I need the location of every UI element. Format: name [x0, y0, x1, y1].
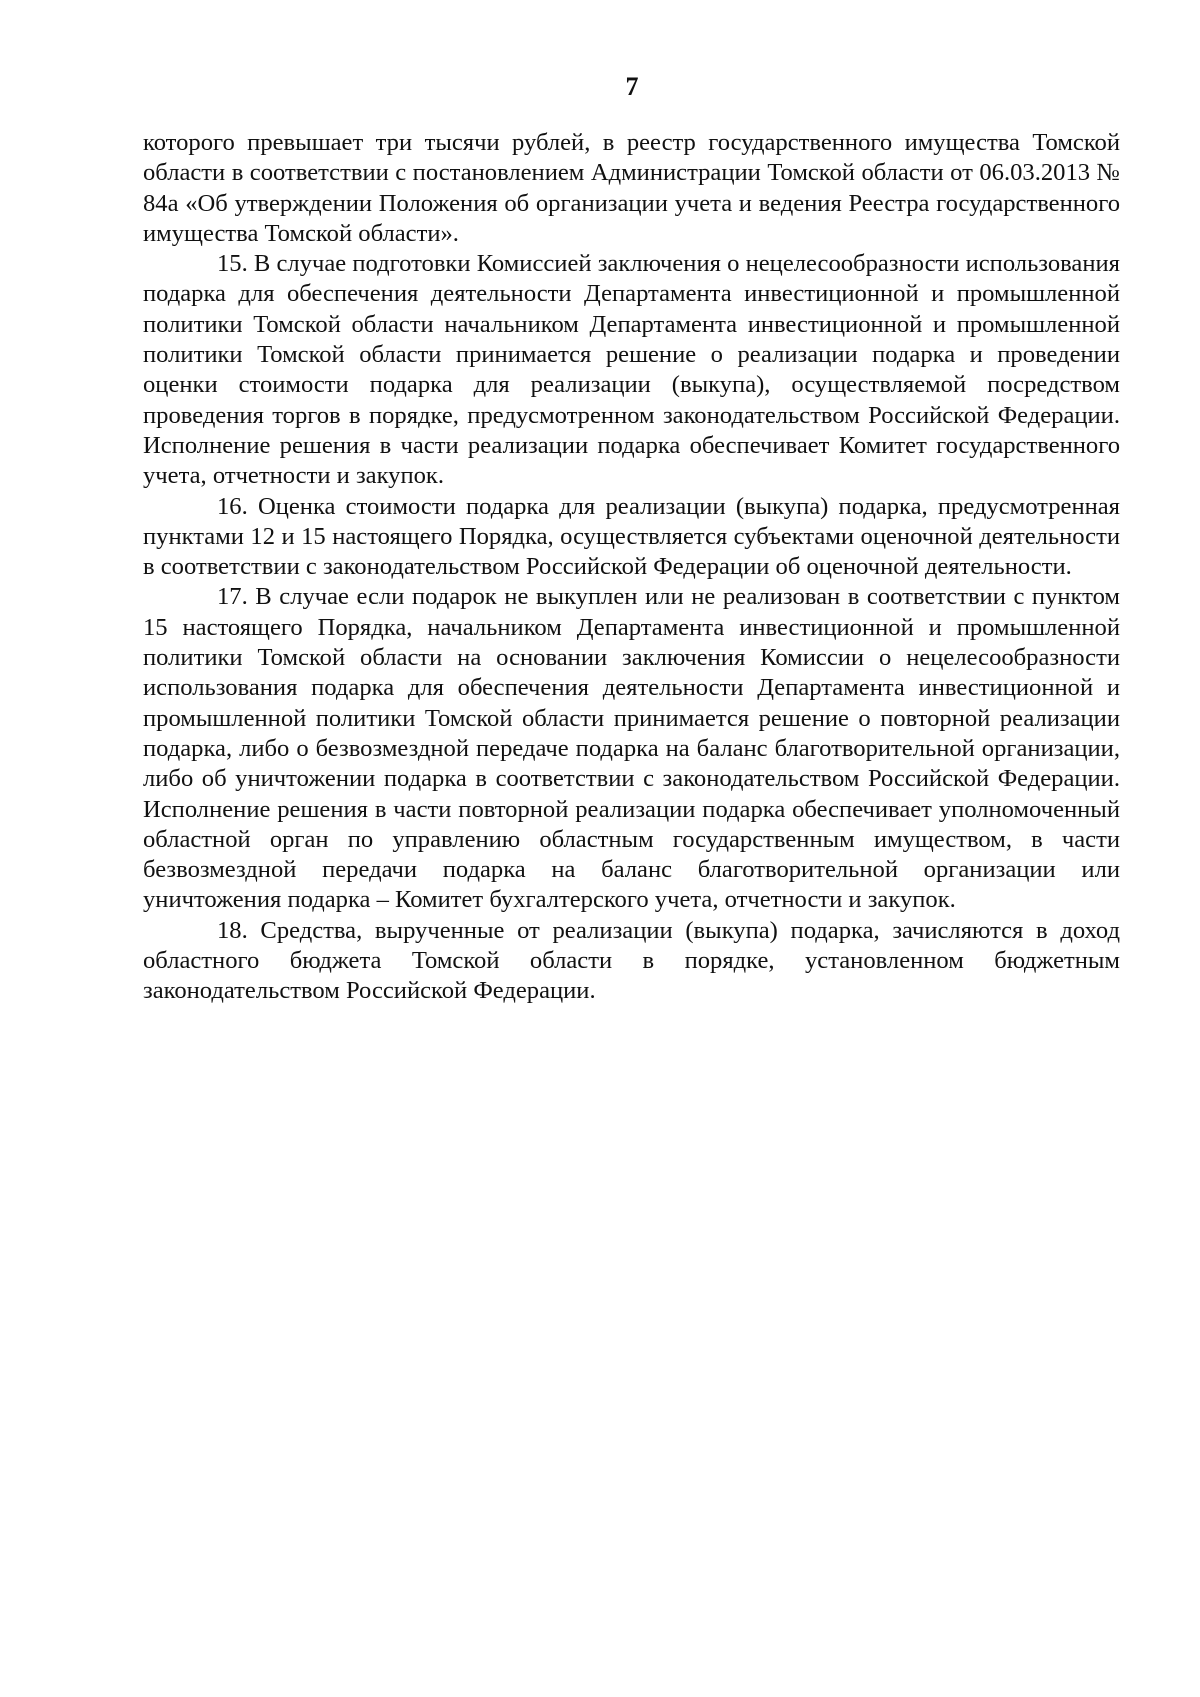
- paragraph-item-18: 18. Средства, вырученные от реализации (выкупа) подарка, зачисляются в доход областного бюджета Томской области в порядке, установленном бюджетным законодательством Российской Федерации.: [143, 916, 1120, 1005]
- paragraph-item-16: 16. Оценка стоимости подарка для реализации (выкупа) подарка, предусмотренная пунктами 12 и 15 настоящего Порядка, осуществляется субъектами оценочной деятельности в соответствии с законодательством Российской Федерации об оценочной деятельности.: [143, 492, 1120, 581]
- paragraph-item-17: 17. В случае если подарок не выкуплен или не реализован в соответствии с пунктом 15 настоящего Порядка, начальником Департамента инвестиционной и промышленной политики Томской области на основании заключения Комиссии о нецелесообразности использования подарка для обеспечения деятельности Департамента инвестиционной и промышленной политики Томской области принимается решение о повторной реализации подарка, либо о безвозмездной передаче подарка на баланс благотворительной организации, либо об уничтожении подарка в соответствии с законодательством Российской Федерации. Исполнение решения в части повторной реализации подарка обеспечивает уполномоченный областной орган по управлению областным государственным имуществом, в части безвозмездной передачи подарка на баланс благотворительной организации или уничтожения подарка – Комитет бухгалтерского учета, отчетности и закупок.: [143, 583, 1120, 914]
- page-number: 7: [625, 72, 639, 101]
- document-body: [143, 128, 1120, 1007]
- paragraph-item-15: 15. В случае подготовки Комиссией заключения о нецелесообразности использования подарка для обеспечения деятельности Департамента инвестиционной и промышленной политики Томской области начальником Департамента инвестиционной и промышленной политики Томской области принимается решение о реализации подарка и проведении оценки стоимости подарка для реализации (выкупа), осуществляемой посредством проведения торгов в порядке, предусмотренном законодательством Российской Федерации. Исполнение решения в части реализации подарка обеспечивает Комитет государственного учета, отчетности и закупок.: [143, 250, 1120, 490]
- paragraph-continuation: которого превышает три тысячи рублей, в реестр государственного имущества Томской области в соответствии с постановлением Администрации Томской области от 06.03.2013 № 84а «Об утверждении Положения об организации учета и ведения Реестра государственного имущества Томской области».: [143, 129, 1120, 247]
